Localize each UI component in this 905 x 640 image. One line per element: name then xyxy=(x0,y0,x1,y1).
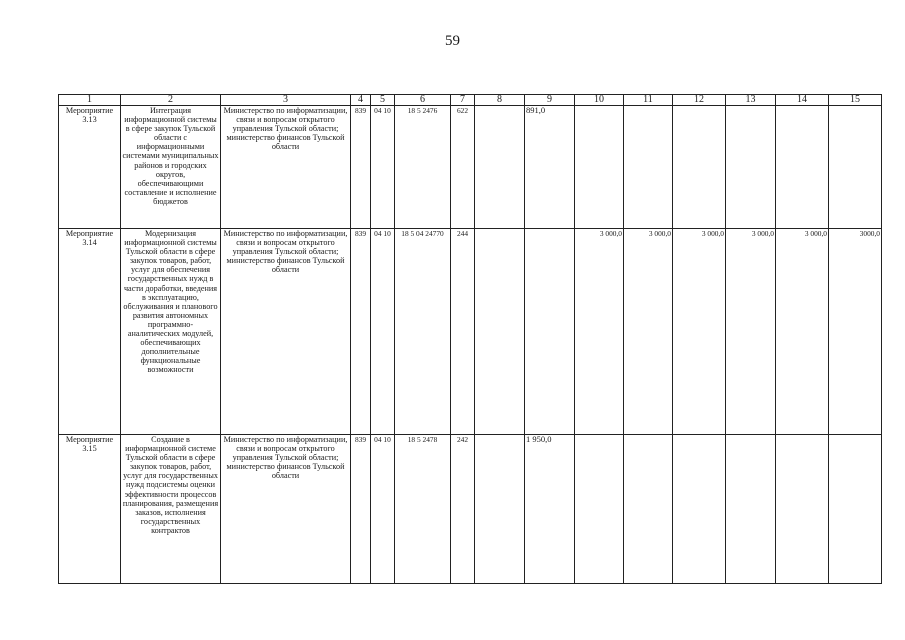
column-header: 5 xyxy=(371,95,395,106)
table-row xyxy=(59,229,882,435)
cell-col13: 3 000,0 xyxy=(726,229,776,435)
column-header: 8 xyxy=(475,95,525,106)
cell-col14 xyxy=(776,106,829,229)
cell-col14 xyxy=(776,435,829,584)
cell-col10 xyxy=(575,106,624,229)
activity-id: Мероприятие 3.14 xyxy=(59,229,121,435)
column-header: 1 xyxy=(59,95,121,106)
cell-section: 04 10 xyxy=(371,106,395,229)
column-header: 12 xyxy=(673,95,726,106)
cell-col8 xyxy=(475,229,525,435)
cell-col15 xyxy=(829,435,882,584)
cell-section: 04 10 xyxy=(371,229,395,435)
activity-description: Создание в информационной системе Тульской области в сфере закупок товаров, работ, услуг для государственных нужд подсистемы оценки эффективности процессов планирования, размещения заказов, исполнения государственных контрактов xyxy=(121,435,221,584)
cell-col8 xyxy=(475,106,525,229)
column-header: 11 xyxy=(624,95,673,106)
cell-expense-type: 622 xyxy=(451,106,475,229)
activity-description: Интеграция информационной системы в сфере закупок Тульской области с информационными системами муниципальных районов и городских округов, обеспечивающими составление и исполнение бюджетов xyxy=(121,106,221,229)
cell-col12 xyxy=(673,435,726,584)
budget-table xyxy=(58,94,882,584)
cell-col11: 3 000,0 xyxy=(624,229,673,435)
cell-col11 xyxy=(624,435,673,584)
column-header: 10 xyxy=(575,95,624,106)
column-header: 15 xyxy=(829,95,882,106)
cell-col13 xyxy=(726,435,776,584)
table-row xyxy=(59,106,882,229)
cell-section: 04 10 xyxy=(371,435,395,584)
activity-executor: Министерство по информатизации, связи и вопросам открытого управления Тульской области; министерство финансов Тульской области xyxy=(221,435,351,584)
cell-col10 xyxy=(575,435,624,584)
table-header-row xyxy=(59,95,882,106)
column-header: 7 xyxy=(451,95,475,106)
column-header: 14 xyxy=(776,95,829,106)
column-header: 13 xyxy=(726,95,776,106)
column-header: 3 xyxy=(221,95,351,106)
cell-target-article: 18 5 04 24770 xyxy=(395,229,451,435)
cell-col8 xyxy=(475,435,525,584)
cell-col9: 1 950,0 xyxy=(525,435,575,584)
activity-id: Мероприятие 3.15 xyxy=(59,435,121,584)
cell-col10: 3 000,0 xyxy=(575,229,624,435)
cell-col15: 3000,0 xyxy=(829,229,882,435)
column-header: 4 xyxy=(351,95,371,106)
cell-col14: 3 000,0 xyxy=(776,229,829,435)
activity-executor: Министерство по информатизации, связи и вопросам открытого управления Тульской области; министерство финансов Тульской области xyxy=(221,229,351,435)
cell-target-article: 18 5 2478 xyxy=(395,435,451,584)
activity-executor: Министерство по информатизации, связи и вопросам открытого управления Тульской области; министерство финансов Тульской области xyxy=(221,106,351,229)
cell-target-article: 18 5 2476 xyxy=(395,106,451,229)
cell-grbs: 839 xyxy=(351,106,371,229)
cell-col9: 891,0 xyxy=(525,106,575,229)
cell-col12 xyxy=(673,106,726,229)
activity-id: Мероприятие 3.13 xyxy=(59,106,121,229)
cell-col9 xyxy=(525,229,575,435)
cell-expense-type: 242 xyxy=(451,435,475,584)
cell-col13 xyxy=(726,106,776,229)
page-number: 59 xyxy=(445,33,460,49)
cell-col12: 3 000,0 xyxy=(673,229,726,435)
column-header: 2 xyxy=(121,95,221,106)
cell-expense-type: 244 xyxy=(451,229,475,435)
activity-description: Модернизация информационной системы Тульской области в сфере закупок товаров, работ, услуг для обеспечения государственных нужд в части доработки, введения в эксплуатацию, обслуживания и планового развития автономных программно-аналитических модулей, обеспечивающих дополнительные функциональные возможности xyxy=(121,229,221,435)
cell-col11 xyxy=(624,106,673,229)
cell-grbs: 839 xyxy=(351,229,371,435)
cell-col15 xyxy=(829,106,882,229)
cell-grbs: 839 xyxy=(351,435,371,584)
table-row xyxy=(59,435,882,584)
column-header: 6 xyxy=(395,95,451,106)
column-header: 9 xyxy=(525,95,575,106)
